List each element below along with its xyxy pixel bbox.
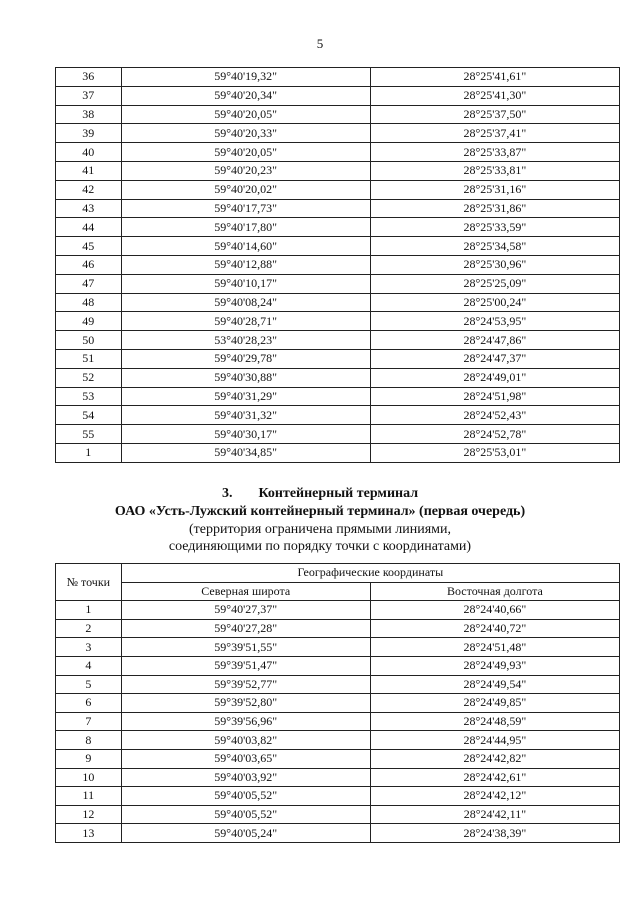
point-number-cell: 51 — [56, 349, 122, 368]
section-number: 3. — [221, 486, 233, 501]
point-number-cell: 37 — [56, 86, 122, 105]
point-number-cell: 11 — [56, 787, 122, 806]
table-row — [56, 199, 620, 218]
point-number-cell: 41 — [56, 161, 122, 180]
table-row — [56, 731, 620, 750]
point-number-cell: 13 — [56, 824, 122, 843]
section-heading — [0, 485, 640, 555]
section-title: Контейнерный терминал — [258, 486, 419, 501]
longitude-cell: 28°25'34,58" — [370, 237, 619, 256]
longitude-cell: 28°24'53,95" — [370, 312, 619, 331]
table-row — [56, 349, 620, 368]
latitude-cell: 59°40'10,17" — [121, 274, 370, 293]
table-row — [56, 712, 620, 731]
longitude-cell: 28°25'37,41" — [370, 124, 619, 143]
latitude-cell: 59°40'34,85" — [121, 443, 370, 462]
latitude-cell: 59°40'30,17" — [121, 425, 370, 444]
longitude-cell: 28°24'49,54" — [370, 675, 619, 694]
longitude-cell: 28°25'37,50" — [370, 105, 619, 124]
longitude-cell: 28°24'42,12" — [370, 787, 619, 806]
latitude-cell: 59°40'30,88" — [121, 368, 370, 387]
point-number-cell: 42 — [56, 180, 122, 199]
table-row — [56, 180, 620, 199]
point-number-cell: 54 — [56, 406, 122, 425]
longitude-cell: 28°24'47,86" — [370, 331, 619, 350]
point-number-cell: 4 — [56, 656, 122, 675]
table-row — [56, 218, 620, 237]
longitude-cell: 28°25'30,96" — [370, 255, 619, 274]
header-row — [56, 564, 620, 583]
point-number-cell: 45 — [56, 237, 122, 256]
table-row — [56, 86, 620, 105]
latitude-cell: 59°40'31,29" — [121, 387, 370, 406]
table-row — [56, 255, 620, 274]
point-number-cell: 43 — [56, 199, 122, 218]
point-number-cell: 38 — [56, 105, 122, 124]
point-number-cell: 47 — [56, 274, 122, 293]
point-number-cell: 7 — [56, 712, 122, 731]
table-row — [56, 675, 620, 694]
latitude-cell: 59°40'27,28" — [121, 619, 370, 638]
longitude-cell: 28°24'52,78" — [370, 425, 619, 444]
point-number-cell: 48 — [56, 293, 122, 312]
point-number-cell: 44 — [56, 218, 122, 237]
table-row — [56, 768, 620, 787]
longitude-cell: 28°24'42,82" — [370, 749, 619, 768]
point-number-cell: 10 — [56, 768, 122, 787]
table-row — [56, 787, 620, 806]
table-row — [56, 406, 620, 425]
longitude-cell: 28°25'25,09" — [370, 274, 619, 293]
header-subrow — [56, 582, 620, 601]
table-row — [56, 274, 620, 293]
latitude-cell: 59°39'51,47" — [121, 656, 370, 675]
table-row — [56, 368, 620, 387]
coordinates-table-continued — [55, 67, 620, 463]
point-number-cell: 39 — [56, 124, 122, 143]
coordinates-table-terminal — [55, 563, 620, 843]
table-row — [56, 824, 620, 843]
latitude-cell: 59°40'27,37" — [121, 601, 370, 620]
latitude-cell: 53°40'28,23" — [121, 331, 370, 350]
point-number-cell: 52 — [56, 368, 122, 387]
latitude-cell: 59°40'17,80" — [121, 218, 370, 237]
latitude-cell: 59°40'20,23" — [121, 161, 370, 180]
latitude-cell: 59°39'52,80" — [121, 694, 370, 713]
table-row — [56, 312, 620, 331]
longitude-cell: 28°24'42,61" — [370, 768, 619, 787]
longitude-cell: 28°24'40,72" — [370, 619, 619, 638]
longitude-cell: 28°24'52,43" — [370, 406, 619, 425]
longitude-cell: 28°24'44,95" — [370, 731, 619, 750]
longitude-cell: 28°24'42,11" — [370, 805, 619, 824]
table-row — [56, 124, 620, 143]
longitude-cell: 28°25'41,30" — [370, 86, 619, 105]
point-number-cell: 40 — [56, 143, 122, 162]
table-row — [56, 331, 620, 350]
latitude-cell: 59°39'51,55" — [121, 638, 370, 657]
table-row — [56, 293, 620, 312]
point-number-cell: 49 — [56, 312, 122, 331]
longitude-cell: 28°25'00,24" — [370, 293, 619, 312]
latitude-cell: 59°40'17,73" — [121, 199, 370, 218]
header-latitude: Северная широта — [121, 582, 370, 601]
table-row — [56, 237, 620, 256]
point-number-cell: 3 — [56, 638, 122, 657]
header-point-number: № точки — [56, 564, 122, 601]
latitude-cell: 59°39'52,77" — [121, 675, 370, 694]
table-row — [56, 387, 620, 406]
longitude-cell: 28°25'33,59" — [370, 218, 619, 237]
longitude-cell: 28°25'33,81" — [370, 161, 619, 180]
latitude-cell: 59°40'08,24" — [121, 293, 370, 312]
latitude-cell: 59°40'03,82" — [121, 731, 370, 750]
table-row — [56, 443, 620, 462]
latitude-cell: 59°40'19,32" — [121, 68, 370, 87]
longitude-cell: 28°25'53,01" — [370, 443, 619, 462]
latitude-cell: 59°40'20,33" — [121, 124, 370, 143]
header-geo-coordinates: Географические координаты — [121, 564, 619, 583]
latitude-cell: 59°40'20,05" — [121, 143, 370, 162]
latitude-cell: 59°40'05,24" — [121, 824, 370, 843]
longitude-cell: 28°24'51,48" — [370, 638, 619, 657]
latitude-cell: 59°40'29,78" — [121, 349, 370, 368]
latitude-cell: 59°40'28,71" — [121, 312, 370, 331]
latitude-cell: 59°40'05,52" — [121, 805, 370, 824]
longitude-cell: 28°24'51,98" — [370, 387, 619, 406]
table-row — [56, 656, 620, 675]
longitude-cell: 28°24'38,39" — [370, 824, 619, 843]
table-row — [56, 425, 620, 444]
section-title-line1 — [0, 485, 640, 503]
table-row — [56, 638, 620, 657]
point-number-cell: 1 — [56, 601, 122, 620]
latitude-cell: 59°40'31,32" — [121, 406, 370, 425]
longitude-cell: 28°24'49,85" — [370, 694, 619, 713]
point-number-cell: 46 — [56, 255, 122, 274]
longitude-cell: 28°25'41,61" — [370, 68, 619, 87]
longitude-cell: 28°24'48,59" — [370, 712, 619, 731]
longitude-cell: 28°24'49,93" — [370, 656, 619, 675]
section-title-line2: ОАО «Усть-Лужский контейнерный терминал» (первая очередь) — [114, 504, 526, 519]
table-row — [56, 601, 620, 620]
longitude-cell: 28°24'47,37" — [370, 349, 619, 368]
point-number-cell: 6 — [56, 694, 122, 713]
latitude-cell: 59°40'20,34" — [121, 86, 370, 105]
latitude-cell: 59°40'20,02" — [121, 180, 370, 199]
point-number-cell: 55 — [56, 425, 122, 444]
latitude-cell: 59°40'20,05" — [121, 105, 370, 124]
table-row — [56, 805, 620, 824]
page-number: 5 — [316, 36, 324, 51]
point-number-cell: 2 — [56, 619, 122, 638]
coordinates-table-body — [56, 68, 620, 463]
longitude-cell: 28°24'40,66" — [370, 601, 619, 620]
table-row — [56, 694, 620, 713]
table-row — [56, 619, 620, 638]
point-number-cell: 36 — [56, 68, 122, 87]
latitude-cell: 59°39'56,96" — [121, 712, 370, 731]
section-note-line1: (территория ограничена прямыми линиями, — [188, 522, 452, 537]
table-row — [56, 68, 620, 87]
latitude-cell: 59°40'14,60" — [121, 237, 370, 256]
latitude-cell: 59°40'03,65" — [121, 749, 370, 768]
point-number-cell: 53 — [56, 387, 122, 406]
section-note-line2: соединяющими по порядку точки с координатами) — [168, 539, 472, 554]
longitude-cell: 28°25'33,87" — [370, 143, 619, 162]
table-row — [56, 749, 620, 768]
point-number-cell: 5 — [56, 675, 122, 694]
point-number-cell: 50 — [56, 331, 122, 350]
table-row — [56, 143, 620, 162]
point-number-cell: 9 — [56, 749, 122, 768]
longitude-cell: 28°25'31,86" — [370, 199, 619, 218]
latitude-cell: 59°40'05,52" — [121, 787, 370, 806]
table-row — [56, 161, 620, 180]
longitude-cell: 28°25'31,16" — [370, 180, 619, 199]
point-number-cell: 8 — [56, 731, 122, 750]
point-number-cell: 12 — [56, 805, 122, 824]
table-header — [56, 564, 620, 601]
longitude-cell: 28°24'49,01" — [370, 368, 619, 387]
latitude-cell: 59°40'03,92" — [121, 768, 370, 787]
latitude-cell: 59°40'12,88" — [121, 255, 370, 274]
header-longitude: Восточная долгота — [370, 582, 619, 601]
terminal-table-body — [56, 601, 620, 843]
table-row — [56, 105, 620, 124]
point-number-cell: 1 — [56, 443, 122, 462]
